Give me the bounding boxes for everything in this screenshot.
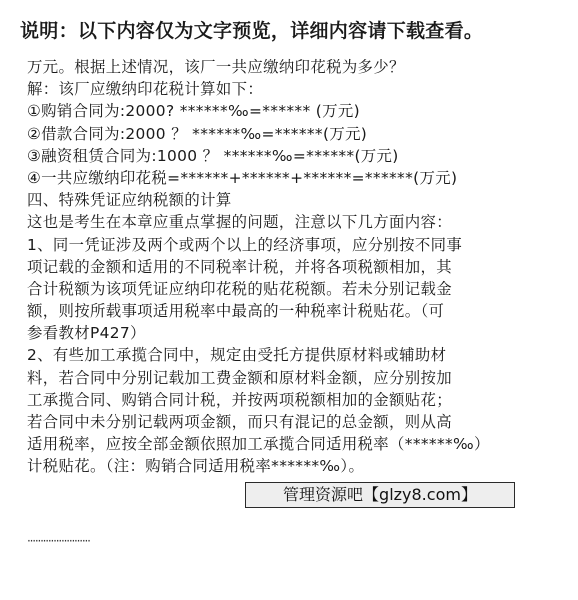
text-line: 参看教材P427）: [27, 324, 146, 343]
text-line: 解：该厂应缴纳印花税计算如下：: [27, 80, 264, 99]
text-line: ③融资租赁合同为:1000 ？ ******‰=******(万元): [27, 146, 399, 165]
document-body: [27, 56, 562, 478]
text-line: 计税贴花。（注：购销合同适用税率******‰）。: [27, 457, 365, 476]
text-line: 料，若合同中分别记载加工费金额和原材料金额，应分别按加: [27, 368, 452, 387]
text-line: 这也是考生在本章应重点掌握的问题，注意以下几方面内容：: [27, 213, 452, 232]
text-line: ②借款合同为:2000 ？ ******‰=******(万元): [27, 124, 368, 143]
truncation-ellipsis: ························: [27, 534, 90, 548]
text-line: ①购销合同为:2000? ******‰=****** (万元): [27, 102, 360, 121]
text-line: 额，则按所载事项适用税率中最高的一种税率计税贴花。（可: [27, 302, 445, 321]
text-line: 适用税率，应按全部金额依照加工承揽合同适用税率（******‰）: [27, 435, 490, 454]
text-line: 项记载的金额和适用的不同税率计税，并将各项税额相加，其: [27, 257, 452, 276]
text-line: 2、有些加工承揽合同中，规定由受托方提供原材料或辅助材: [27, 346, 447, 365]
text-line: 若合同中未分别记载两项金额，而只有混记的总金额，则从高: [27, 413, 452, 431]
watermark-banner: 管理资源吧【glzy8.com】: [245, 482, 515, 508]
text-line: 万元。根据上述情况，该厂一共应缴纳印花税为多少？: [27, 58, 405, 76]
preview-notice: 说明：以下内容仅为文字预览，详细内容请下载查看。: [20, 20, 484, 42]
text-line: 工承揽合同、购销合同计税，并按两项税额相加的金额贴花；: [27, 390, 452, 409]
section-heading: 四、特殊凭证应纳税额的计算: [27, 191, 232, 210]
text-line: ④一共应缴纳印花税=******+******+******=******(万元): [27, 168, 458, 187]
text-line: 1、同一凭证涉及两个或两个以上的经济事项，应分别按不同事: [27, 235, 463, 254]
text-line: 合计税额为该项凭证应纳印花税的贴花税额。若未分别记载金: [27, 279, 452, 298]
